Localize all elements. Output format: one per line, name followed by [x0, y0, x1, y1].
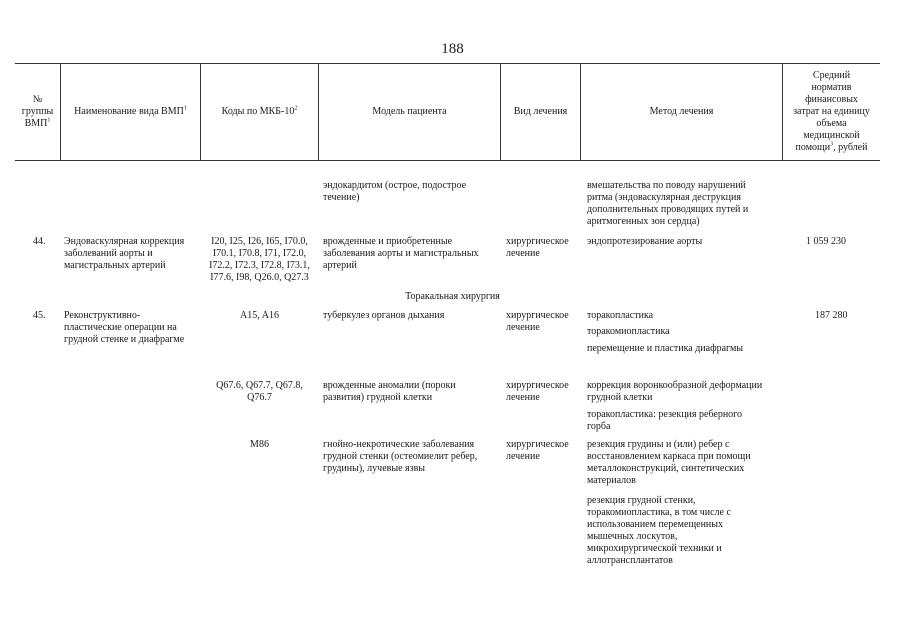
row-45-method-3: перемещение и пластика диафрагмы: [587, 343, 744, 354]
row-45b-patient-model: [323, 380, 456, 404]
text-line: лечение: [506, 248, 540, 259]
row-45c-method-2: [587, 495, 731, 567]
text-line: горба: [587, 421, 611, 432]
row-44-icd-codes: [201, 236, 318, 284]
text-line: гнойно-некротические заболевания: [323, 439, 475, 450]
row-45c-treatment-type: [506, 439, 569, 463]
text-line: торакомиопластика, в том числе с: [587, 507, 731, 518]
text-line: аритмогенных зон сердца): [587, 216, 700, 227]
text-line: коррекция воронкообразной деформации: [587, 380, 763, 391]
row-45-number: 45.: [33, 310, 46, 321]
text-line: эндопротезирование аорты: [587, 236, 703, 247]
text-line: восстановлением каркаса при помощи: [587, 451, 751, 462]
text-line: врожденные и приобретенные: [323, 236, 453, 247]
header-cost-line: норматив: [811, 82, 852, 93]
footnote-mark: 1: [47, 117, 51, 124]
text-line: заболевания аорты и магистральных: [323, 248, 479, 259]
header-patient-model: [319, 64, 500, 160]
text-line: врожденные аномалии (пороки: [323, 380, 456, 391]
text-line: хирургическое: [506, 236, 569, 247]
header-treatment-method: [581, 64, 782, 160]
text-line: лечение: [506, 322, 540, 333]
text-line: металлоконструкций, синтетических: [587, 463, 745, 474]
text-line: аллотрансплантатов: [587, 555, 673, 566]
header-icd-codes: [201, 64, 318, 160]
row-45c-patient-model: [323, 439, 477, 475]
header-group-number: [15, 64, 60, 160]
row-44-patient-model: [323, 236, 479, 272]
footnote-mark: 3: [830, 141, 834, 148]
text-line: мышечных лоскутов,: [587, 531, 678, 542]
footnote-mark: 1: [183, 105, 187, 112]
text-line: использованием перемещенных: [587, 519, 724, 530]
header-cost-line: медицинской: [803, 130, 860, 141]
header-cost-line: объема: [816, 118, 847, 129]
text-line: Q76.7: [247, 392, 272, 403]
row-45-method-1: торакопластика: [587, 310, 654, 321]
text-line: ритма (эндоваскулярная деструкция: [587, 192, 741, 203]
header-icd-codes-text: Коды по МКБ-10: [221, 106, 295, 117]
row-45b-icd-codes: [201, 380, 318, 404]
header-vmp-name: [61, 64, 200, 160]
text-line: I20, I25, I26, I65, I70.0,: [211, 236, 308, 247]
header-cost-line: финансовых: [805, 94, 858, 105]
row-45c-method-1: [587, 439, 751, 487]
text-line: грудной стенке и диафрагме: [64, 334, 185, 345]
row-45b-method-2: [587, 409, 742, 433]
header-treatment-type-text: Вид лечения: [513, 106, 568, 117]
row-44-cost: 1 059 230: [806, 236, 846, 247]
row-45-patient-model: [323, 310, 444, 322]
header-patient-model-text: Модель пациента: [372, 106, 447, 117]
header-vmp-name-text: Наименование вида ВМП: [74, 106, 184, 117]
row-44-number: 44.: [33, 236, 46, 247]
row-45-method-2: торакомиопластика: [587, 326, 670, 337]
row-44-treatment-type: [506, 236, 569, 260]
row-44-treatment-method: [587, 236, 702, 248]
row-45-icd-codes: A15, A16: [240, 310, 279, 321]
continued-patient-model: [323, 180, 466, 204]
row-44-vmp-name: [64, 236, 184, 272]
row-45b-method-1: [587, 380, 762, 404]
text-line: I72.2, I72.3, I72.8, I73.1,: [209, 260, 310, 271]
text-line: вмешательства по поводу нарушений: [587, 180, 746, 191]
header-group-number-line: ВМП: [24, 118, 48, 129]
header-cost-line: помощи: [795, 142, 831, 153]
text-line: I77.6, I98, Q26.0, Q27.3: [210, 272, 309, 283]
text-line: пластические операции на: [64, 322, 177, 333]
text-line: грудины), лучевые язвы: [323, 463, 426, 474]
header-average-cost: [783, 64, 880, 160]
continued-treatment-method: [587, 180, 748, 228]
row-45-cost: 187 280: [815, 310, 848, 321]
text-line: резекция грудины и (или) ребер с: [587, 439, 730, 450]
header-cost-line: , рублей: [833, 142, 868, 153]
text-line: торакопластика: резекция реберного: [587, 409, 743, 420]
text-line: лечение: [506, 451, 540, 462]
text-line: резекция грудной стенки,: [587, 495, 696, 506]
text-line: I70.1, I70.8, I71, I72.0,: [212, 248, 307, 259]
header-treatment-method-text: Метод лечения: [649, 106, 714, 117]
text-line: магистральных артерий: [64, 260, 166, 271]
header-treatment-type: [501, 64, 580, 160]
text-line: Q67.6, Q67.7, Q67.8,: [216, 380, 303, 391]
header-group-number-line: №: [32, 94, 43, 105]
text-line: грудной клетки: [587, 392, 653, 403]
page-number: 188: [441, 41, 464, 57]
text-line: хирургическое: [506, 439, 569, 450]
text-line: Эндоваскулярная коррекция: [64, 236, 185, 247]
text-line: Реконструктивно-: [64, 310, 141, 321]
row-45b-treatment-type: [506, 380, 569, 404]
text-line: заболеваний аорты и: [64, 248, 153, 259]
text-line: развития) грудной клетки: [323, 392, 433, 403]
text-line: туберкулез органов дыхания: [323, 310, 445, 321]
text-line: грудной стенки (остеомиелит ребер,: [323, 451, 478, 462]
text-line: микрохирургической техники и: [587, 543, 722, 554]
text-line: хирургическое: [506, 310, 569, 321]
header-group-number-line: группы: [21, 106, 54, 117]
text-line: дополнительных проводящих путей и: [587, 204, 749, 215]
text-line: хирургическое: [506, 380, 569, 391]
row-45-vmp-name: [64, 310, 184, 346]
text-line: эндокардитом (острое, подострое: [323, 180, 467, 191]
header-cost-line: затрат на единицу: [793, 106, 870, 117]
section-title: Торакальная хирургия: [405, 291, 500, 302]
text-line: течение): [323, 192, 360, 203]
text-line: материалов: [587, 475, 636, 486]
footnote-mark: 2: [294, 105, 298, 112]
header-cost-line: Средний: [812, 70, 851, 81]
table-header-bottom-border: [15, 160, 880, 161]
text-line: артерий: [323, 260, 357, 271]
row-45-treatment-type: [506, 310, 569, 334]
text-line: лечение: [506, 392, 540, 403]
row-45c-icd-codes: M86: [250, 439, 269, 450]
